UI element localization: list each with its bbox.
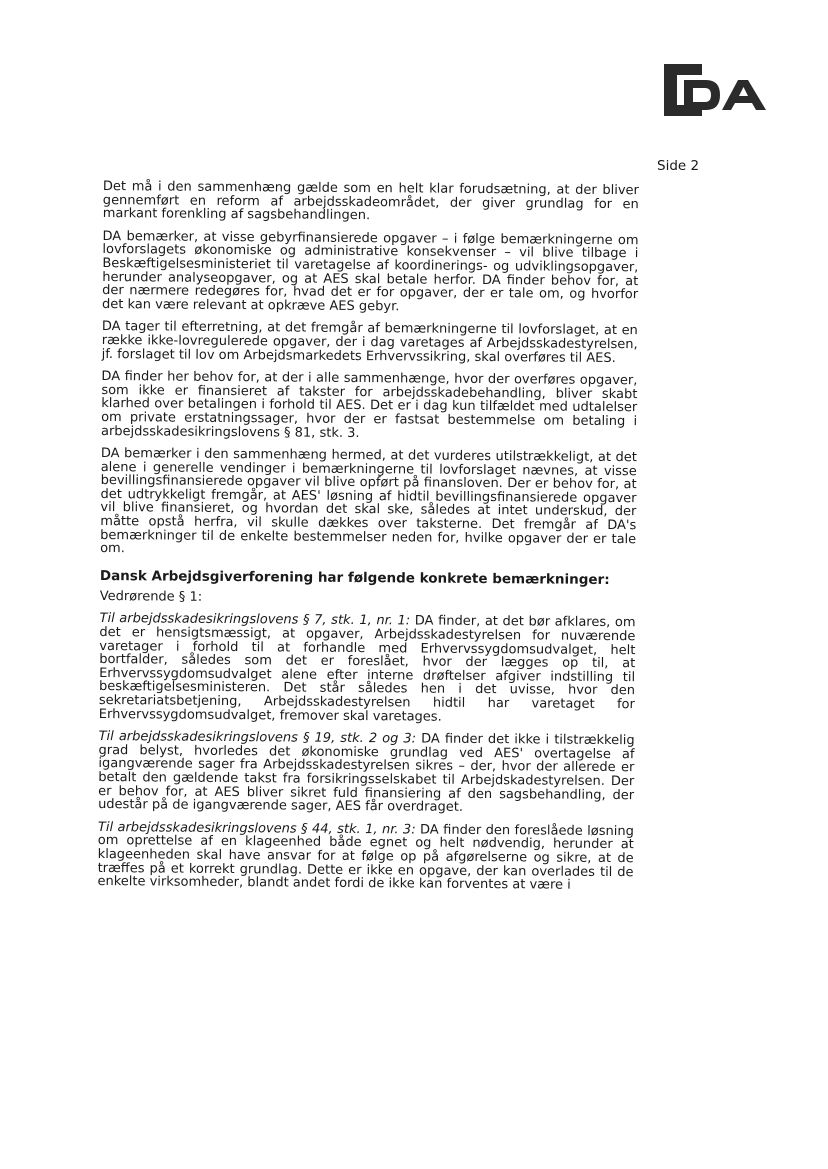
page-number: Side 2 xyxy=(657,158,700,174)
legal-reference: Til arbejdsskadesikringslovens § 19, stk. 2 og 3: xyxy=(98,729,417,747)
paragraph-text: DA finder den foreslåede løsning om oprettelse af en klageenhed både egnet og helt nødvendig, herunder at klageenheden skal have ansvar for at følge op på afgørelserne og sikre, at de træffes på et korrekt grundlag. Dette er ikke en opgave, der kan overlades til de enkelte virksomheder, blandt andet fordi de ikke kan forventes at være i xyxy=(97,822,634,893)
paragraph-budget-funding: DA bemærker i den sammenhæng hermed, at det vurderes utilstrækkeligt, at det alene i generelle vendinger i bemærkningerne til lovforslaget nævnes, at visse bevillingsfinansierede opgaver vil blive opført på finansloven. Der er behov for, at det udtrykkeligt fremgår, at AES' løsning af hidtil bevillingsfinansierede opgaver vil blive finansieret, og hvordan det skal ske, således at intet underskud, der måtte opstå herfra, vil skulle dækkes over taksterne. Det fremgår af DA's bemærkninger til de enkelte bestemmelser neden for, hvilke opgaver der er tale om. xyxy=(100,446,637,557)
paragraph-payment-clarity: DA finder her behov for, at der i alle sammenhænge, hvor der overføres opgaver, som ikke er finansieret af takster for arbejdsskadebehandling, bliver skabt klarhed over betalingen i forhold til AES. Det er i dag kun tilfældet med udtalelser om private erstatningssager, hvor der er fastsat bestemmelse om betaling i arbejdsskadesikringslovens § 81, stk. 3. xyxy=(100,369,638,441)
paragraph-fee-tasks: DA bemærker, at visse gebyrfinansierede opgaver – i følge bemærkningerne om lovforslagets økonomiske og administrative konsekvenser – vil blive tilbage i Beskæftigelsesministeriet til varetagelse af koordinerings- og udviklingsopgaver, herunder analyseopgaver, og at AES skal betale herfor. DA finder behov for, at der nærmere redegøres for, hvad det er for opgaver, der er tale om, og hvorfor det kan være relevant at opkræve AES gebyr. xyxy=(101,228,639,315)
subsection-label: Vedrørende § 1: xyxy=(99,588,203,605)
da-logo xyxy=(662,62,770,118)
paragraph-section-44 xyxy=(97,821,634,893)
paragraph-non-regulated-tasks: DA tager til efterretning, at det fremgår af bemærkningerne til lovforslaget, at en række ikke-lovregulerede opgaver, der i dag varetages af Arbejdsskadestyrelsen, jf. forslaget til lov om Arbejdsmarkedets Erhvervssikring, skal overføres til AES. xyxy=(101,319,638,366)
paragraph-text: DA finder, at det bør afklares, om det er hensigtsmæssigt, at opgaver, Arbejdsskadestyrelsen for nuværende varetager i forhold til at forhandle med Erhvervssygdomsudvalget, helt bortfalder, således som det er foreslået, hvor der lægges op til, at Erhvervssygdomsudvalget alene efter interne drøftelser afgiver indstilling til beskæftigelsesministeren. Det står således hen i det uvisse, hvor den sekretariatsbetjening, Arbejdsskadestyrelsen hidtil har varetaget for Erhvervssygdomsudvalget, fremover skal varetages. xyxy=(98,613,636,725)
paragraph-reform: Det må i den sammenhæng gælde som en helt klar forudsætning, at der bliver gennemført en reform af arbejdsskadeområdet, der giver grundlag for en markant forenkling af sagsbehandlingen. xyxy=(102,179,639,224)
paragraph-text: DA finder det ikke i tilstrækkelig grad belyst, hvorledes det økonomiske grundlag ved AES' overtagelse af igangværende sager fra Arbejdsskadestyrelsen sikres – der, hvor der allerede er betalt den gældende takst fra forsikringsselskabet til Arbejdskadestyrelsen. Der er behov for, at AES bliver sikret fuld finansiering af den sagsbehandling, der udestår på de igangværende sager, AES får overdraget. xyxy=(98,731,635,816)
legal-reference: Til arbejdsskadesikringslovens § 44, stk. 1, nr. 3: xyxy=(97,819,416,838)
letter-body xyxy=(97,180,639,902)
section-heading: Dansk Arbejdsgiverforening har følgende konkrete bemærkninger: xyxy=(99,567,610,588)
paragraph-section-19 xyxy=(98,730,635,816)
paragraph-section-7 xyxy=(99,612,636,725)
legal-reference: Til arbejdsskadesikringslovens § 7, stk. 1, nr. 1: xyxy=(99,611,411,629)
